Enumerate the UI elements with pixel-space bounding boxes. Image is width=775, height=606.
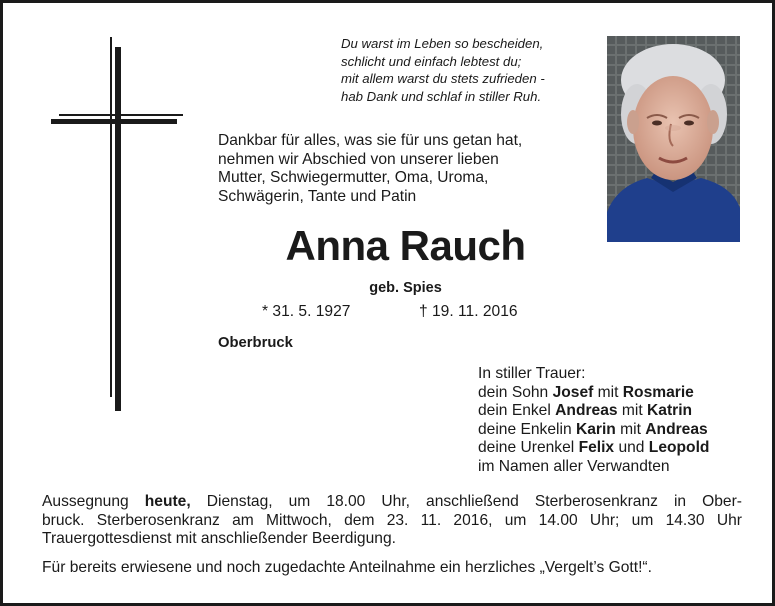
birth-date: * 31. 5. 1927 bbox=[262, 303, 351, 320]
connector: mit bbox=[615, 420, 646, 438]
service-text: Dienstag, um 18.00 Uhr, anschließend Sterberosenkranz in Ober- bbox=[190, 493, 742, 510]
service-text: Aussegnung bbox=[42, 493, 145, 510]
poem-line: schlicht und einfach lebtest du; bbox=[341, 53, 522, 69]
mourners-closing: im Namen aller Verwandten bbox=[478, 457, 670, 475]
connector: mit bbox=[593, 383, 623, 401]
intro-line: Mutter, Schwiegermutter, Oma, Uroma, bbox=[218, 169, 489, 187]
deceased-name: Anna Rauch bbox=[285, 222, 526, 269]
relation: dein Sohn bbox=[478, 383, 553, 401]
mourners-list bbox=[478, 365, 768, 477]
cross-icon bbox=[51, 37, 183, 411]
service-line bbox=[42, 493, 742, 512]
relation: deine Enkelin bbox=[478, 420, 576, 438]
connector: und bbox=[614, 439, 649, 457]
mourner-row bbox=[478, 384, 768, 403]
death-date: † 19. 11. 2016 bbox=[419, 303, 518, 320]
hometown: Oberbruck bbox=[218, 335, 293, 351]
mourner-name: Felix bbox=[578, 439, 615, 457]
mourner-name: Andreas bbox=[555, 402, 618, 420]
poem-line: hab Dank und schlaf in stiller Ruh. bbox=[341, 88, 542, 104]
mourner-name: Karin bbox=[575, 420, 616, 438]
poem-line: mit allem warst du stets zufrieden - bbox=[341, 71, 545, 86]
intro-line: nehmen wir Abschied von unserer lieben bbox=[218, 150, 499, 168]
mourner-name: Katrin bbox=[647, 402, 693, 420]
mourners-heading: In stiller Trauer: bbox=[478, 365, 586, 382]
mourner-name: Leopold bbox=[648, 439, 710, 457]
mourner-row bbox=[478, 402, 768, 421]
relation: dein Enkel bbox=[478, 402, 556, 420]
service-line: Trauergottesdienst mit anschließender Beerdigung. bbox=[42, 530, 396, 548]
service-today: heute, bbox=[144, 493, 191, 510]
thanks-note: Für bereits erwiesene und noch zugedachte Anteilnahme ein herzliches „Vergelt’s Gott!“. bbox=[42, 559, 652, 576]
intro-text bbox=[218, 132, 598, 206]
memorial-poem bbox=[341, 35, 591, 105]
connector: mit bbox=[617, 402, 648, 420]
mourner-row bbox=[478, 439, 768, 458]
maiden-name: geb. Spies bbox=[369, 280, 442, 296]
mourner-name: Rosmarie bbox=[622, 383, 694, 401]
service-line: bruck. Sterberosenkranz am Mittwoch, dem 23. 11. 2016, um 14.00 Uhr; um 14.30 Uhr bbox=[42, 511, 742, 529]
intro-line: Dankbar für alles, was sie für uns getan hat, bbox=[218, 132, 523, 149]
service-details bbox=[42, 493, 742, 549]
mourner-name: Josef bbox=[552, 383, 594, 401]
portrait-photo bbox=[607, 36, 740, 242]
poem-line: Du warst im Leben so bescheiden, bbox=[341, 36, 544, 51]
mourner-name: Andreas bbox=[645, 420, 708, 438]
relation: deine Urenkel bbox=[478, 439, 579, 457]
intro-line: Schwägerin, Tante und Patin bbox=[218, 187, 417, 205]
mourner-row bbox=[478, 421, 768, 440]
